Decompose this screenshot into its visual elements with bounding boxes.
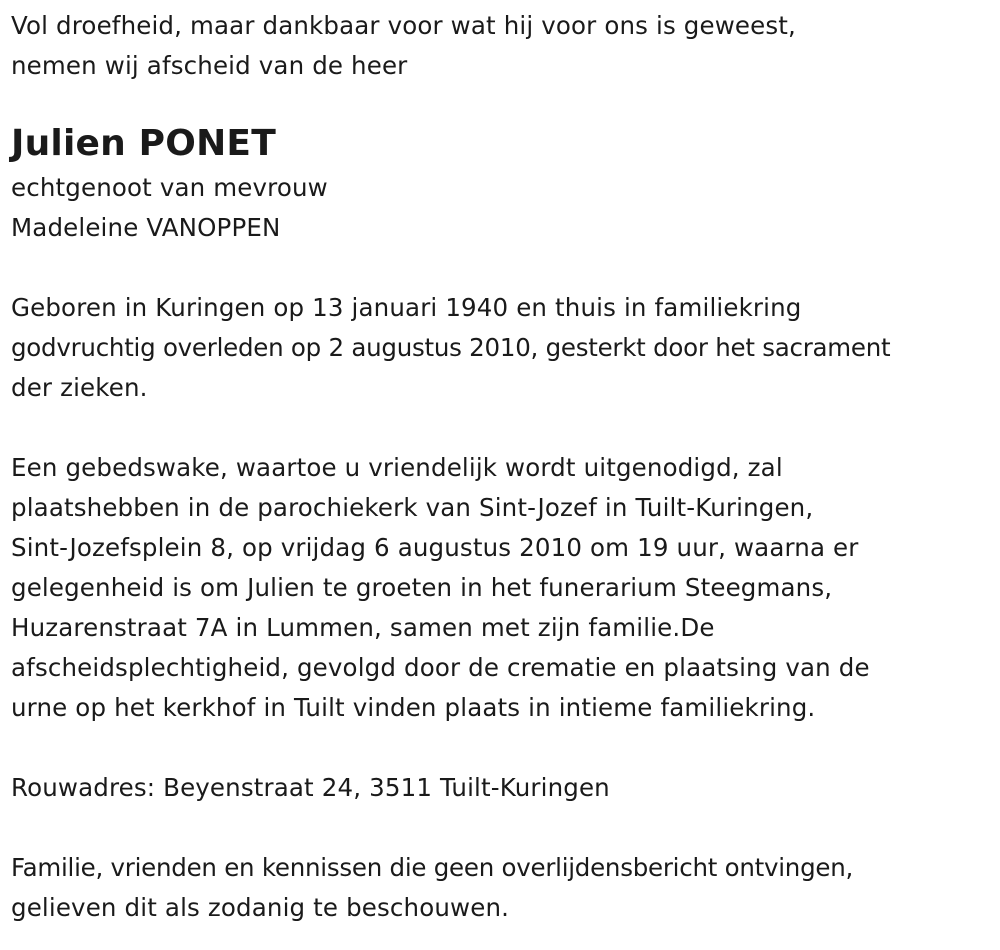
paragraph-gap	[11, 728, 996, 768]
spouse-paragraph	[11, 168, 996, 248]
address-paragraph	[11, 768, 996, 808]
ceremony-line: Een gebedswake, waartoe u vriendelijk wordt uitgenodigd, zal	[11, 453, 783, 482]
ceremony-line: Sint-Jozefsplein 8, op vrijdag 6 augustus 2010 om 19 uur, waarna er	[11, 533, 859, 562]
intro-line: nemen wij afscheid van de heer	[11, 51, 408, 80]
obituary-notice	[11, 6, 996, 928]
birth-death-line: Geboren in Kuringen op 13 januari 1940 en thuis in familiekring	[11, 293, 802, 322]
paragraph-gap	[11, 248, 996, 288]
ceremony-line: gelegenheid is om Julien te groeten in het funerarium Steegmans,	[11, 573, 833, 602]
address-line: Rouwadres: Beyenstraat 24, 3511 Tuilt-Kuringen	[11, 773, 610, 802]
birth-death-paragraph	[11, 288, 996, 408]
ceremony-line: Huzarenstraat 7A in Lummen, samen met zijn familie.De	[11, 613, 715, 642]
birth-death-line: godvruchtig overleden op 2 augustus 2010, gesterkt door het sacrament	[11, 333, 891, 362]
spouse-line: Madeleine VANOPPEN	[11, 213, 281, 242]
paragraph-gap	[11, 808, 996, 848]
birth-death-line: der zieken.	[11, 373, 148, 402]
closing-paragraph	[11, 848, 996, 928]
closing-line: gelieven dit als zodanig te beschouwen.	[11, 893, 510, 922]
closing-line: Familie, vrienden en kennissen die geen overlijdensbericht ontvingen,	[11, 853, 854, 882]
spouse-line: echtgenoot van mevrouw	[11, 173, 328, 202]
paragraph-gap	[11, 408, 996, 448]
ceremony-line: afscheidsplechtigheid, gevolgd door de crematie en plaatsing van de	[11, 653, 870, 682]
ceremony-line: plaatshebben in de parochiekerk van Sint-Jozef in Tuilt-Kuringen,	[11, 493, 814, 522]
ceremony-paragraph	[11, 448, 996, 728]
intro-paragraph	[11, 6, 996, 86]
deceased-name: Julien PONET	[11, 123, 276, 164]
ceremony-line: urne op het kerkhof in Tuilt vinden plaats in intieme familiekring.	[11, 693, 816, 722]
intro-line: Vol droefheid, maar dankbaar voor wat hij voor ons is geweest,	[11, 11, 796, 40]
